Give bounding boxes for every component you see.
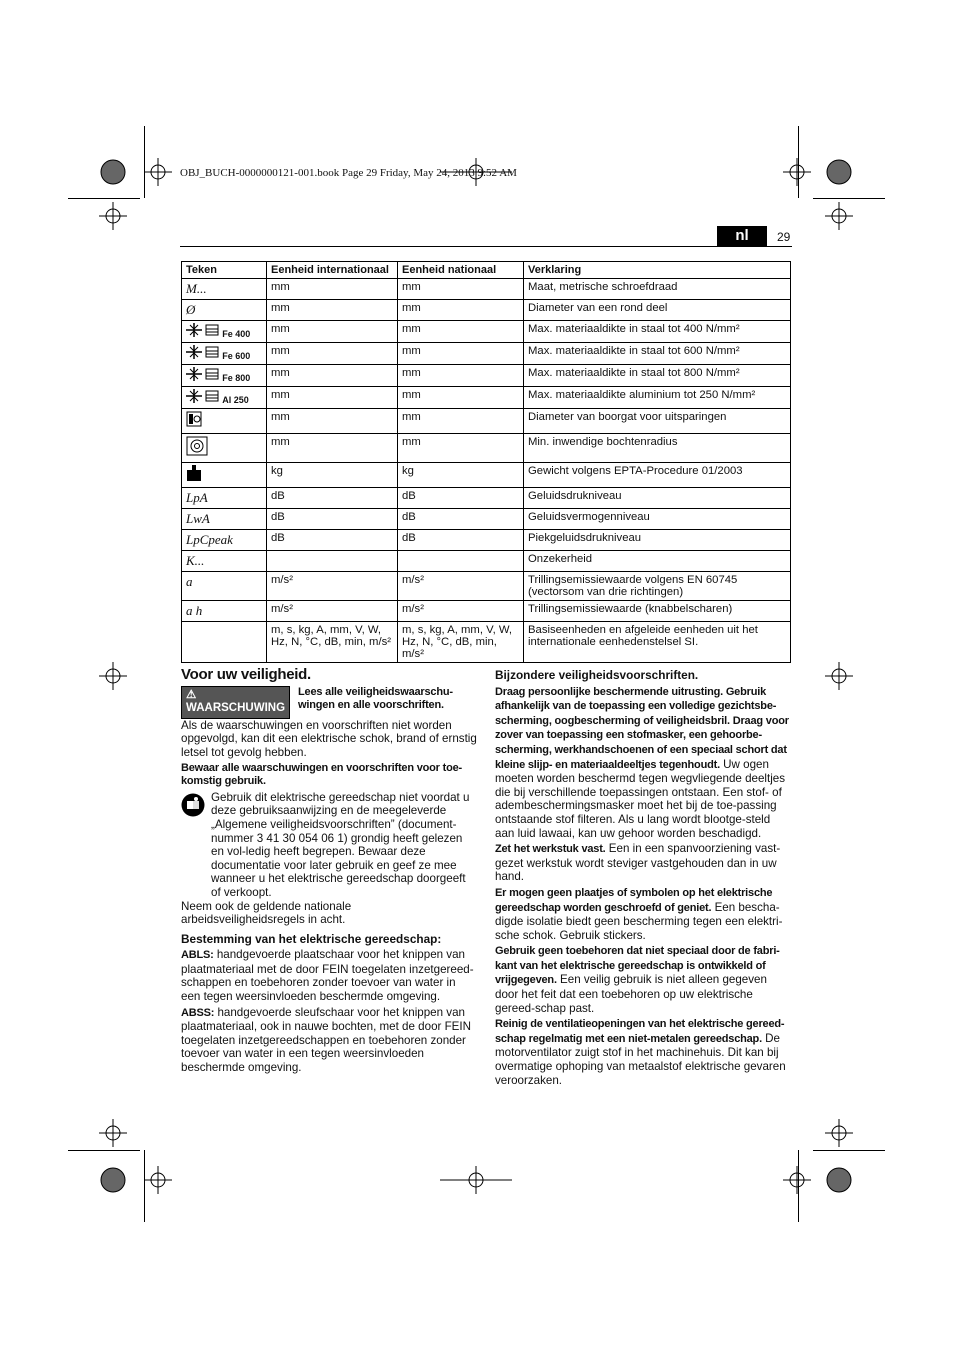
intl-cell: m/s²	[267, 601, 398, 622]
nat-cell: mm	[398, 387, 524, 409]
material-icon	[205, 389, 219, 403]
nat-cell: mm	[398, 321, 524, 343]
symbol-cell: K...	[182, 551, 267, 572]
safety-paragraph: Draag persoonlijke beschermende uitrusting. Gebruik afhankelijk van de toepassing een volledige gezichtsbe-scherming, oogbescherming of veiligheidsbril. Draag voor zover van toepassing een stofmasker, een gehoorbe-scherming, werkhandschoenen of een speciaal schort dat kleine slijp- en materiaaldeeltjes tegenhoudt. Uw ogen moeten worden beschermd tegen wegvliegende deeltjes die bij verschillende toepassingen ontstaan. Een stof- of adembeschermingsmasker moet het bij de toe-passing ontstaande stof filteren. Als u lang wordt blootge-steld aan luid lawaai, kan uw gehoor worden beschadigd.	[495, 685, 789, 840]
symbol-cell	[182, 409, 267, 434]
desc-cell: Max. materiaaldikte aluminium tot 250 N/mm²	[524, 387, 791, 409]
warning-text: Als de waarschuwingen en voorschriften niet worden opgevolgd, kan dit een elektrische schok, brand of ernstig letsel tot gevolg hebben.	[181, 718, 477, 759]
intl-cell: mm	[267, 300, 398, 321]
cut-thickness-icon	[186, 323, 202, 337]
material-icon	[205, 367, 219, 381]
intl-cell: dB	[267, 530, 398, 551]
intl-cell: dB	[267, 509, 398, 530]
symbol-cell	[182, 434, 267, 463]
intl-cell: m/s²	[267, 572, 398, 601]
table-row	[182, 572, 791, 601]
cut-thickness-icon	[186, 345, 202, 359]
symbol-cell: a h	[182, 601, 267, 622]
nat-cell: dB	[398, 509, 524, 530]
abls-paragraph: ABLS: handgevoerde plaatschaar voor het knippen van plaatmateriaal met de door FEIN toegelaten inzetgereed-schappen en toebehoren zonder toevoer van water in een tegen weersinvloeden beschermde omgeving.	[181, 948, 474, 1004]
left-column	[181, 668, 477, 1077]
cut-thickness-icon	[186, 367, 202, 381]
desc-cell: Geluidsdrukniveau	[524, 488, 791, 509]
nat-cell: kg	[398, 463, 524, 488]
nat-cell: mm	[398, 409, 524, 434]
symbol-cell: Fe 600	[182, 343, 267, 365]
bend-radius-icon	[186, 436, 208, 456]
nat-cell: mm	[398, 343, 524, 365]
intl-cell: mm	[267, 279, 398, 300]
nat-cell: m/s²	[398, 601, 524, 622]
nat-cell: dB	[398, 530, 524, 551]
desc-cell: Max. materiaaldikte in staal tot 600 N/mm²	[524, 343, 791, 365]
intl-cell: mm	[267, 321, 398, 343]
right-column	[495, 668, 792, 1089]
material-icon	[205, 323, 219, 337]
intl-cell: dB	[267, 488, 398, 509]
weight-icon	[186, 465, 202, 481]
safety-paragraph: Er mogen geen plaatjes of symbolen op het elektrische gereedschap worden geschroefd of geniet. Een bescha-digde isolatie biedt geen bescherming tegen een elektri-sche schok. Gebruik stickers.	[495, 886, 783, 942]
file-info-line: OBJ_BUCH-0000000121-001.book Page 29 Friday, May 24, 2013 9:52 AM	[180, 167, 517, 179]
page-number: 29	[777, 230, 791, 244]
desc-cell: Trillingsemissiewaarde (knabbelscharen)	[524, 601, 791, 622]
symbol-cell: M...	[182, 279, 267, 300]
warning-lead: Lees alle veiligheidswaarschu-wingen en alle voorschriften.	[298, 685, 453, 711]
table-row	[182, 300, 791, 321]
desc-cell: Gewicht volgens EPTA-Procedure 01/2003	[524, 463, 791, 488]
table-row	[182, 387, 791, 409]
safety-paragraph: Reinig de ventilatieopeningen van het elektrische gereed-schap regelmatig met een niet-metalen gereedschap. De motorventilator zuigt stof in het machinehuis. Dit kan bij overmatige ophoping van metaalstof elektrische gevaren veroorzaken.	[495, 1018, 786, 1087]
intl-cell: mm	[267, 365, 398, 387]
abss-paragraph: ABSS: handgevoerde sleufschaar voor het knippen van plaatmateriaal, ook in nauwe bochten, met de door FEIN toegelaten inzetgereedschappen en toebehoren zonder toevoer van water in een tegen weersinvloeden beschermde omgeving.	[181, 1005, 472, 1075]
symbol-cell: Fe 800	[182, 365, 267, 387]
header-cell: Eenheid nationaal	[398, 262, 524, 279]
table-row	[182, 530, 791, 551]
table-row	[182, 409, 791, 434]
table-row	[182, 622, 791, 663]
table-row	[182, 321, 791, 343]
symbol-cell	[182, 622, 267, 663]
intl-cell: mm	[267, 409, 398, 434]
nat-cell: dB	[398, 488, 524, 509]
nat-cell: mm	[398, 434, 524, 463]
safety-paragraph: Gebruik geen toebehoren dat niet speciaal door de fabri-kant van het elektrische gereedschap is ontwikkeld of vrijgegeven. Een veilig gebruik is niet alleen gegeven door het feit dat een toebehoren op uw elektrische gereed-schap past.	[495, 945, 780, 1015]
symbol-cell: Al 250	[182, 387, 267, 409]
intl-cell: m, s, kg, A, mm, V, W, Hz, N, °C, dB, min, m/s²	[267, 622, 398, 663]
table-row	[182, 343, 791, 365]
intl-cell: mm	[267, 434, 398, 463]
desc-cell: Piekgeluidsdrukniveau	[524, 530, 791, 551]
nat-cell: m, s, kg, A, mm, V, W, Hz, N, °C, dB, min, m/s²	[398, 622, 524, 663]
desc-cell: Basiseenheden en afgeleide eenheden uit het internationale eenhedenstelsel SI.	[524, 622, 791, 663]
desc-cell: Min. inwendige bochtenradius	[524, 434, 791, 463]
intl-cell: kg	[267, 463, 398, 488]
language-badge: nl	[717, 226, 767, 246]
intl-cell: mm	[267, 343, 398, 365]
desc-cell: Max. materiaaldikte in staal tot 800 N/mm²	[524, 365, 791, 387]
regulations-text: Neem ook de geldende nationale arbeidsveiligheidsregels in acht.	[181, 899, 352, 927]
symbol-cell: LpCpeak	[182, 530, 267, 551]
desc-cell: Diameter van boorgat voor uitsparingen	[524, 409, 791, 434]
header-cell: Eenheid internationaal	[267, 262, 398, 279]
purpose-heading: Bestemming van het elektrische gereedschap:	[181, 931, 442, 946]
table-row	[182, 551, 791, 572]
nat-cell: mm	[398, 279, 524, 300]
symbol-cell: LwA	[182, 509, 267, 530]
cut-thickness-icon	[186, 389, 202, 403]
symbol-cell	[182, 463, 267, 488]
desc-cell: Max. materiaaldikte in staal tot 400 N/mm²	[524, 321, 791, 343]
table-row	[182, 463, 791, 488]
read-manual-icon	[181, 793, 205, 817]
nat-cell: mm	[398, 365, 524, 387]
nat-cell	[398, 551, 524, 572]
intl-cell	[267, 551, 398, 572]
header-cell: Verklaring	[524, 262, 791, 279]
table-row	[182, 279, 791, 300]
warning-icon: ⚠	[186, 688, 197, 701]
table-header-row	[182, 262, 791, 279]
symbol-cell: a	[182, 572, 267, 601]
symbol-cell: Fe 400	[182, 321, 267, 343]
table-row	[182, 365, 791, 387]
symbol-table	[181, 261, 791, 663]
table-row	[182, 434, 791, 463]
desc-cell: Maat, metrische schroefdraad	[524, 279, 791, 300]
special-safety-heading: Bijzondere veiligheidsvoorschriften.	[495, 668, 699, 682]
read-manual-text: Gebruik dit elektrische gereedschap niet voordat u deze gebruiksaanwijzing en de meegeleverde „Algemene veiligheidsvoorschriften” (document-nummer 3 41 30 054 06 1) grondig heeft gelezen en vol-ledig heeft begrepen. Bewaar deze documentatie voor later gebruik en geef ze mee wanneer u het elektrische gereedschap doorgeeft of verkoopt.	[211, 790, 470, 899]
desc-cell: Diameter van een rond deel	[524, 300, 791, 321]
table-row	[182, 509, 791, 530]
symbol-cell: LpA	[182, 488, 267, 509]
header-rule	[180, 246, 792, 247]
warning-badge: ⚠ WAARSCHUWING	[181, 686, 290, 719]
desc-cell: Onzekerheid	[524, 551, 791, 572]
nat-cell: mm	[398, 300, 524, 321]
keep-instructions: Bewaar alle waarschuwingen en voorschriften voor toe-komstig gebruik.	[181, 761, 462, 788]
material-icon	[205, 345, 219, 359]
header-cell: Teken	[182, 262, 267, 279]
section-title: Voor uw veiligheid.	[181, 666, 311, 683]
nat-cell: m/s²	[398, 572, 524, 601]
symbol-cell: Ø	[182, 300, 267, 321]
desc-cell: Geluidsvermogenniveau	[524, 509, 791, 530]
drill-hole-icon	[186, 411, 202, 427]
safety-paragraph: Zet het werkstuk vast. Een in een spanvoorziening vast-gezet werkstuk wordt steviger vastgehouden dan in uw hand.	[495, 842, 781, 884]
intl-cell: mm	[267, 387, 398, 409]
table-row	[182, 601, 791, 622]
desc-cell: Trillingsemissiewaarde volgens EN 60745 (vectorsom van drie richtingen)	[524, 572, 791, 601]
table-row	[182, 488, 791, 509]
